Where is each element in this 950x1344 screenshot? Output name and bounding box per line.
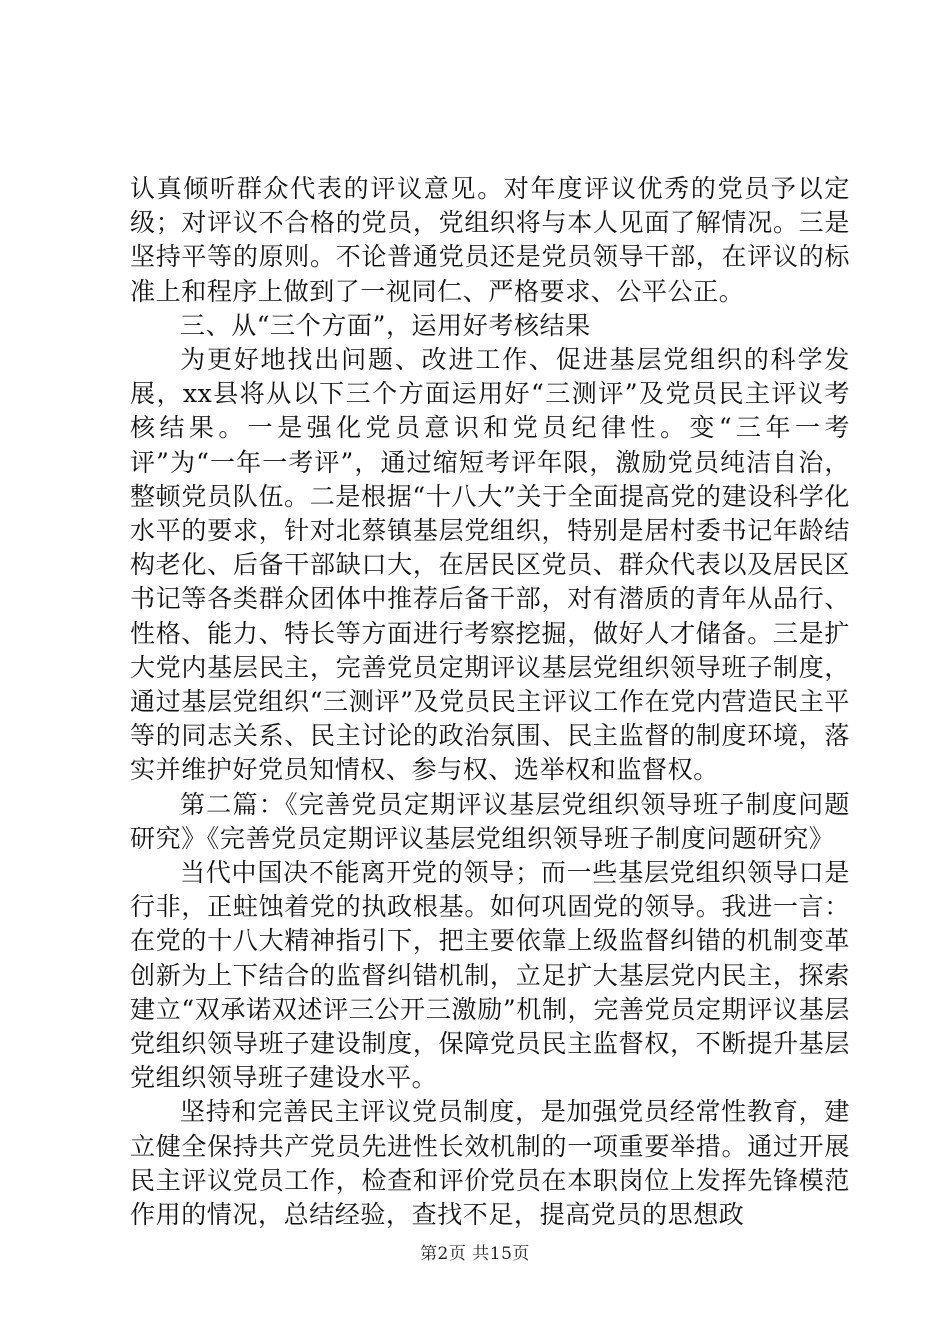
chapter-title: 第二篇：《完善党员定期评议基层党组织领导班子制度问题研究》《完善党员定期评议基层党组织领导班子制度问题研究》 (130, 789, 850, 853)
section-heading: 三、从“三个方面”，运用好考核结果 (180, 310, 591, 340)
paragraph-results-usage: 为更好地找出问题、改进工作、促进基层党组织的科学发展，xx县将从以下三个方面运用好“三测评”及党员民主评议考核结果。一是强化党员意识和党员纪律性。变“三年一考评”为“一年一考评”，通过缩短考评年限，激励党员纯洁自治，整顿党员队伍。二是根据“十八大”关于全面提高党的建设科学化水平的要求，针对北蔡镇基层党组织，特别是居村委书记年龄结构老化、后备干部缺口大，在居民区党员、群众代表以及居民区书记等各类群众团体中推荐后备干部，对有潜质的青年从品行、性格、能力、特长等方面进行考察挖掘，做好人才储备。三是扩大党内基层民主，完善党员定期评议基层党组织领导班子制度，通过基层党组织“三测评”及党员民主评议工作在党内营造民主平等的同志关系、民主讨论的政治氛围、民主监督的制度环境，落实并维护好党员知情权、参与权、选举权和监督权。 (130, 345, 850, 785)
paragraph-continuation: 认真倾听群众代表的评议意见。对年度评议优秀的党员予以定级；对评议不合格的党员，党组织将与本人见面了解情况。三是坚持平等的原则。不论普通党员还是党员领导干部，在评议的标准上和程序上做到了一视同仁、严格要求、公平公正。 (130, 174, 850, 306)
paragraph-democratic-evaluation: 坚持和完善民主评议党员制度，是加强党员经常性教育，建立健全保持共产党员先进性长效机制的一项重要举措。通过开展民主评议党员工作，检查和评价党员在本职岗位上发挥先锋模范作用的情况，总结经验，查找不足，提高党员的思想政 (130, 1097, 850, 1230)
paragraph-party-leadership: 当代中国决不能离开党的领导；而一些基层党组织领导口是行非，正蛀蚀着党的执政根基。如何巩固党的领导。我进一言：在党的十八大精神指引下，把主要依靠上级监督纠错的机制变革创新为上下结合的监督纠错机制，立足扩大基层党内民主，探索建立“双承诺双述评三公开三激励”机制，完善党员定期评议基层党组织领导班子建设制度，保障党员民主监督权，不断提升基层党组织领导班子建设水平。 (130, 858, 850, 1093)
page-number-footer: 第2页 共15页 (420, 1244, 530, 1264)
document-body (130, 172, 850, 1232)
